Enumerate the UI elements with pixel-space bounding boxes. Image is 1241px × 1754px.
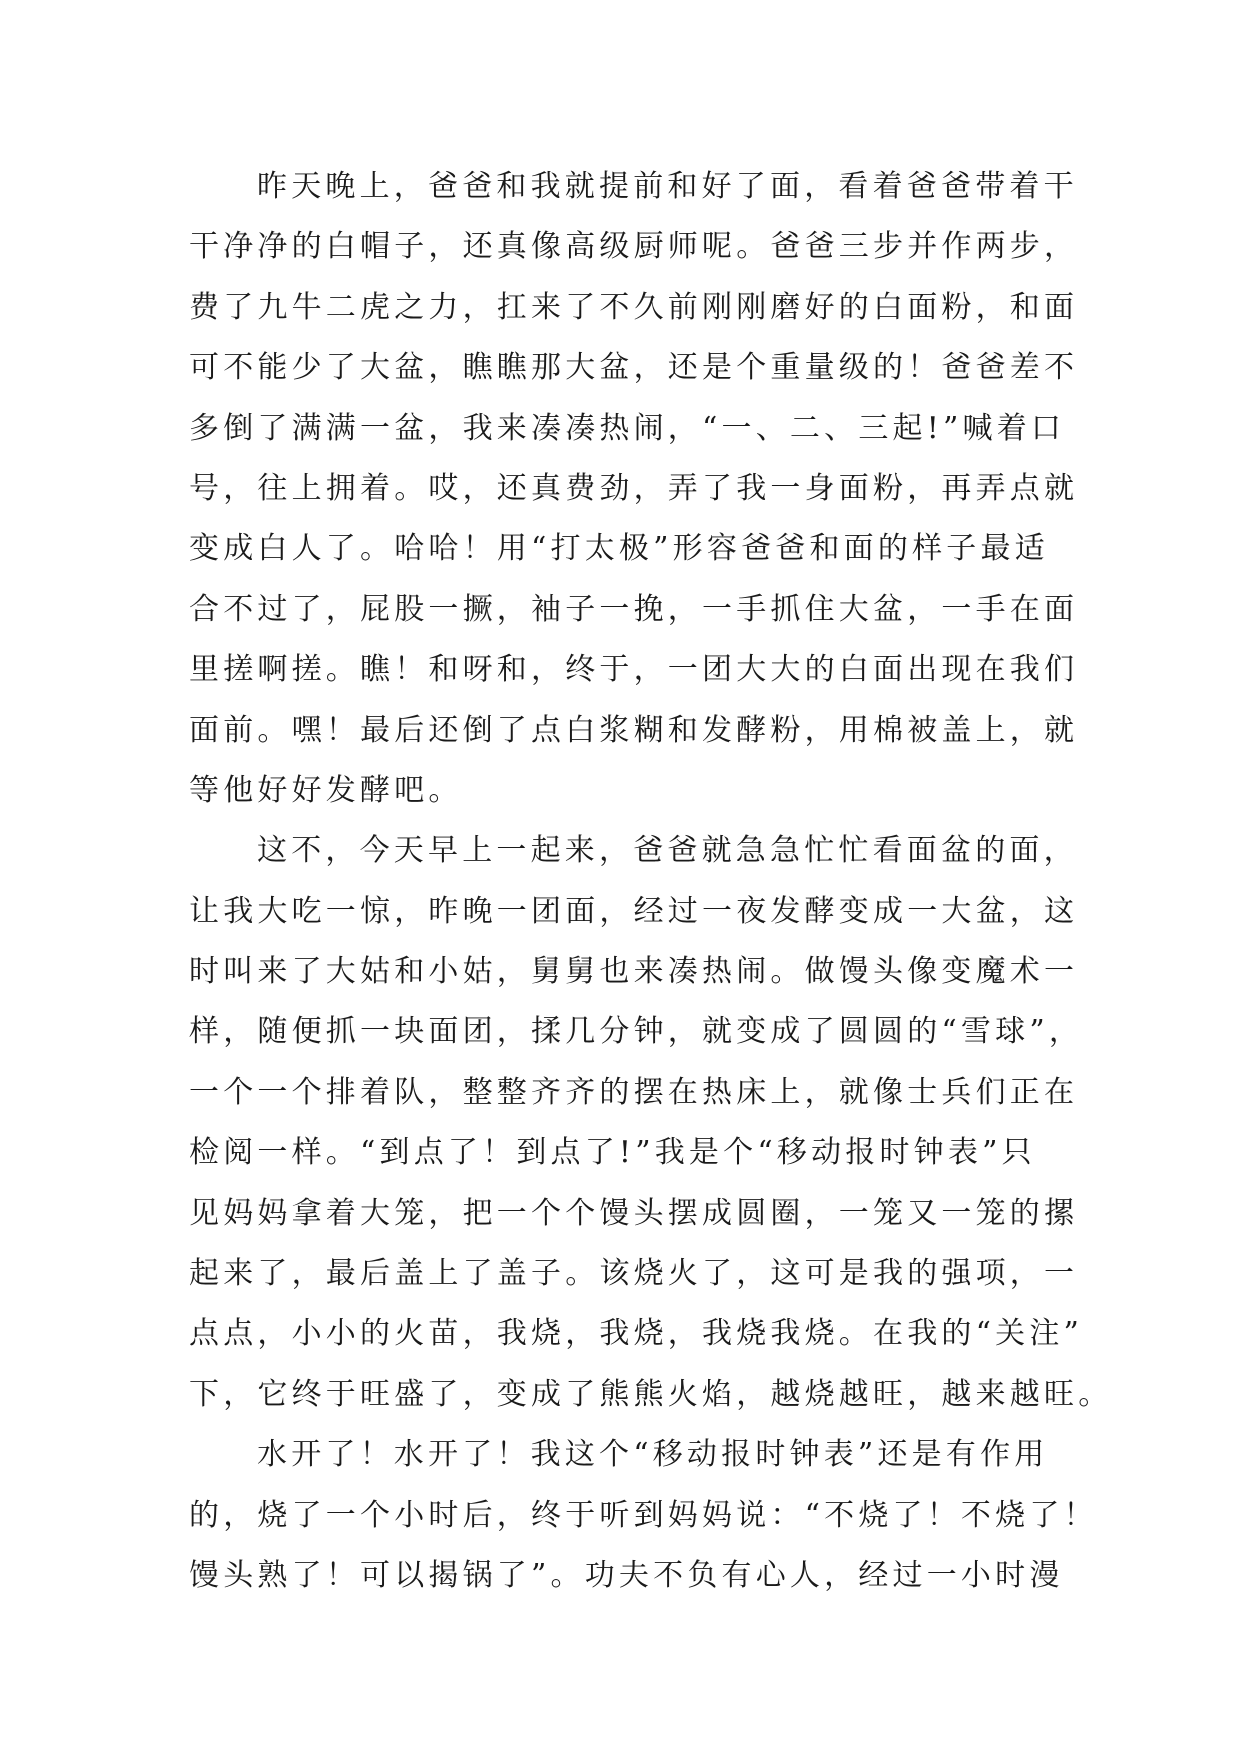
- paragraph-2: [189, 821, 1113, 1425]
- text-line: 的，烧了一个小时后，终于听到妈妈说：“不烧了！不烧了！: [189, 1497, 1098, 1533]
- paragraph-1: [189, 157, 1079, 821]
- essay-body: [189, 157, 1113, 1606]
- text-line: 里搓啊搓。瞧！和呀和，终于，一团大大的白面出现在我们: [189, 652, 1079, 688]
- text-line: 面前。嘿！最后还倒了点白浆糊和发酵粉，用棉被盖上，就: [189, 712, 1079, 748]
- text-line: 见妈妈拿着大笼，把一个个馒头摆成圆圈，一笼又一笼的摞: [189, 1195, 1079, 1231]
- text-line: 等他好好发酵吧。: [189, 772, 463, 808]
- text-line: 检阅一样。“到点了！到点了!”我是个“移动报时钟表”只: [189, 1135, 1036, 1171]
- text-line: 下，它终于旺盛了，变成了熊熊火焰，越烧越旺，越来越旺。: [189, 1376, 1113, 1412]
- text-line: 费了九牛二虎之力，扛来了不久前刚刚磨好的白面粉，和面: [189, 289, 1079, 325]
- text-line: 可不能少了大盆，瞧瞧那大盆，还是个重量级的！爸爸差不: [189, 350, 1079, 386]
- text-line: 昨天晚上，爸爸和我就提前和好了面，看着爸爸带着干: [257, 169, 1078, 204]
- text-line: 多倒了满满一盆，我来凑凑热闹，“一、二、三起!”喊着口: [189, 410, 1066, 446]
- text-line: 馒头熟了！可以揭锅了”。功夫不负有心人，经过一小时漫: [189, 1557, 1064, 1593]
- text-line: 让我大吃一惊，昨晚一团面，经过一夜发酵变成一大盆，这: [189, 893, 1079, 929]
- text-line: 点点，小小的火苗，我烧，我烧，我烧我烧。在我的“关注”: [189, 1316, 1084, 1352]
- text-line: 样，随便抓一块面团，揉几分钟，就变成了圆圆的“雪球”，: [189, 1014, 1084, 1050]
- paragraph-3: [189, 1425, 1098, 1606]
- text-line: 水开了！水开了！我这个“移动报时钟表”还是有作用: [257, 1437, 1049, 1473]
- text-line: 干净净的白帽子，还真像高级厨师呢。爸爸三步并作两步，: [189, 229, 1079, 265]
- text-line: 起来了，最后盖上了盖子。该烧火了，这可是我的强项，一: [189, 1256, 1079, 1292]
- text-line: 这不，今天早上一起来，爸爸就急急忙忙看面盆的面，: [257, 833, 1078, 869]
- text-line: 时叫来了大姑和小姑，舅舅也来凑热闹。做馒头像变魔术一: [189, 954, 1079, 990]
- text-line: 号，往上拥着。哎，还真费劲，弄了我一身面粉，再弄点就: [189, 470, 1079, 506]
- text-line: 一个一个排着队，整整齐齐的摆在热床上，就像士兵们正在: [189, 1074, 1079, 1110]
- text-line: 变成白人了。哈哈！用“打太极”形容爸爸和面的样子最适: [189, 531, 1049, 567]
- text-line: 合不过了，屁股一撅，袖子一挽，一手抓住大盆，一手在面: [189, 591, 1079, 627]
